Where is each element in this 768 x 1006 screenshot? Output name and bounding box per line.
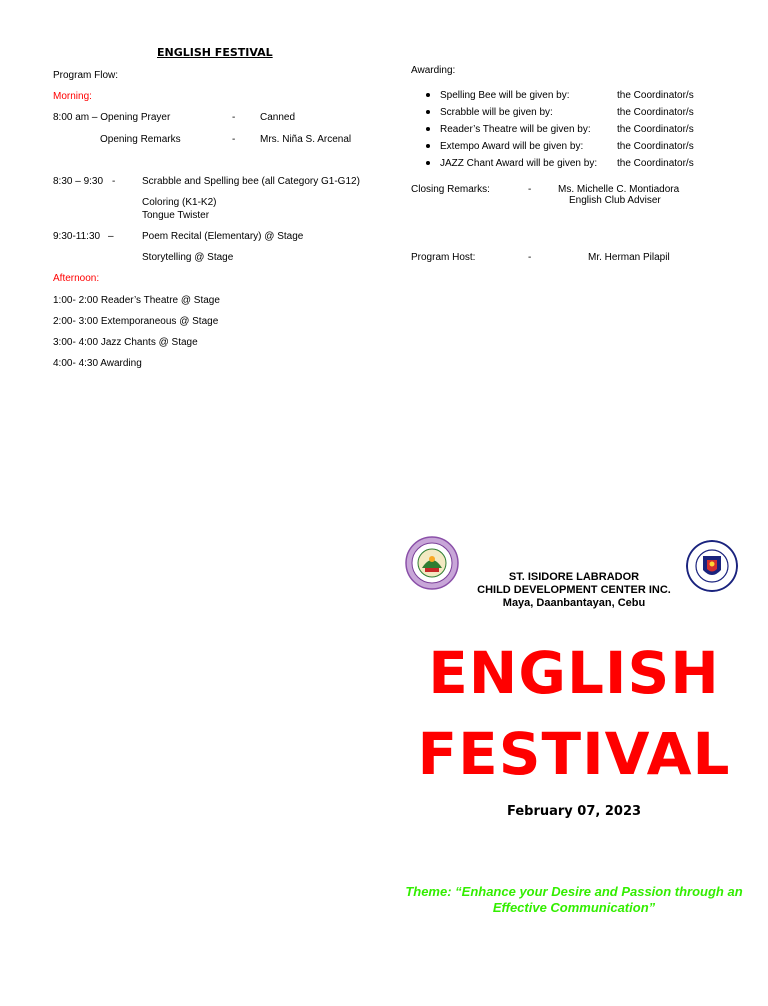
event-theme: Theme: “Enhance your Desire and Passion through an Effective Communication”: [405, 884, 743, 915]
morning-label: Morning:: [53, 91, 92, 102]
award-giver: the Coordinator/s: [617, 124, 694, 135]
session-activity: Tongue Twister: [142, 210, 210, 221]
award-giver: the Coordinator/s: [617, 107, 694, 118]
afternoon-item: 2:00- 3:00 Extemporaneous @ Stage: [53, 316, 219, 327]
school-name-line1: ST. ISIDORE LABRADOR: [508, 571, 640, 583]
afternoon-item: 1:00- 2:00 Reader’s Theatre @ Stage: [53, 295, 220, 306]
deped-seal-icon: [686, 540, 738, 592]
session-activity: Storytelling @ Stage: [142, 252, 234, 263]
closing-remarks-label: Closing Remarks:: [411, 184, 490, 195]
award-item: Extempo Award will be given by:: [440, 141, 584, 152]
school-seal-icon: [405, 536, 459, 590]
session-activity: Coloring (K1-K2): [142, 197, 217, 208]
event-date: February 07, 2023: [506, 804, 642, 819]
bullet-icon: [426, 127, 430, 131]
award-giver: the Coordinator/s: [617, 141, 694, 152]
session-time-1: 8:30 – 9:30: [53, 176, 104, 187]
session-dash-2: –: [108, 231, 114, 242]
bullet-icon: [426, 161, 430, 165]
award-item: Reader’s Theatre will be given by:: [440, 124, 591, 135]
award-giver: the Coordinator/s: [617, 158, 694, 169]
afternoon-label: Afternoon:: [53, 273, 100, 284]
session-activity: Scrabble and Spelling bee (all Category G1-G12): [142, 176, 360, 187]
cover-title-line1: ENGLISH: [428, 639, 720, 707]
award-item: Spelling Bee will be given by:: [440, 90, 570, 101]
program-host-name: Mr. Herman Pilapil: [588, 252, 670, 263]
closing-remarks-role: English Club Adviser: [569, 195, 661, 206]
opening-prayer-dash: -: [232, 112, 236, 123]
cover-title-line2: FESTIVAL: [417, 720, 731, 788]
award-item: Scrabble will be given by:: [440, 107, 553, 118]
session-dash-1: -: [112, 176, 116, 187]
program-flow-label: Program Flow:: [53, 70, 119, 81]
school-name-line2: CHILD DEVELOPMENT CENTER INC.: [477, 584, 671, 596]
bullet-icon: [426, 144, 430, 148]
program-host-dash: -: [528, 252, 532, 263]
afternoon-item: 3:00- 4:00 Jazz Chants @ Stage: [53, 337, 198, 348]
opening-remarks-detail: Mrs. Niña S. Arcenal: [260, 134, 352, 145]
opening-remarks-dash: -: [232, 134, 236, 145]
award-item: JAZZ Chant Award will be given by:: [440, 158, 598, 169]
bullet-icon: [426, 93, 430, 97]
school-address: Maya, Daanbantayan, Cebu: [502, 597, 646, 609]
closing-remarks-dash: -: [528, 184, 532, 195]
award-giver: the Coordinator/s: [617, 90, 694, 101]
program-heading: ENGLISH FESTIVAL: [157, 46, 273, 59]
session-time-2: 9:30-11:30: [53, 231, 101, 242]
opening-prayer-time: 8:00 am – Opening Prayer: [53, 112, 171, 123]
session-activity: Poem Recital (Elementary) @ Stage: [142, 231, 304, 242]
opening-prayer-detail: Canned: [260, 112, 296, 123]
awarding-label: Awarding:: [411, 65, 456, 76]
closing-remarks-name: Ms. Michelle C. Montiadora: [558, 184, 680, 195]
opening-remarks-label: Opening Remarks: [100, 134, 181, 145]
bullet-icon: [426, 110, 430, 114]
program-host-label: Program Host:: [411, 252, 476, 263]
afternoon-item: 4:00- 4:30 Awarding: [53, 358, 142, 369]
